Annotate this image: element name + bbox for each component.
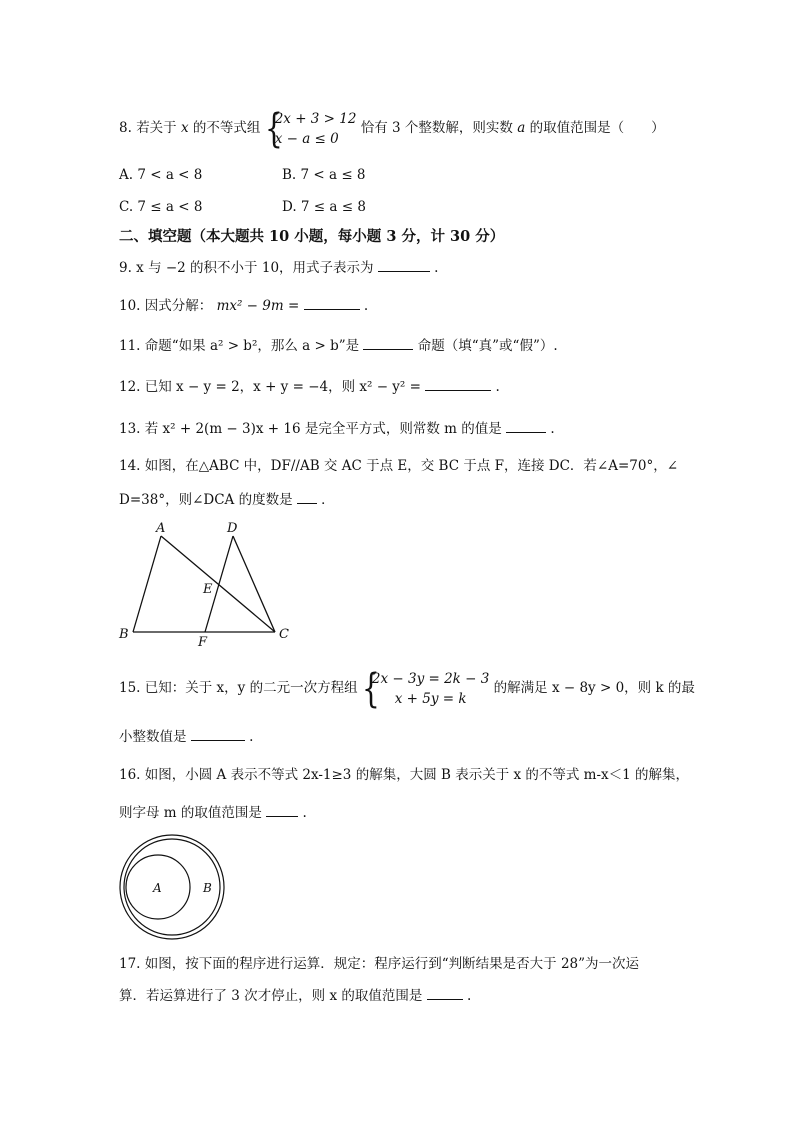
label-e: E bbox=[203, 582, 213, 597]
q8-mid: 的不等式组 bbox=[192, 120, 261, 136]
q11-text1: 11. 命题“如果 a² > b²，那么 a > b”是 bbox=[119, 338, 360, 354]
q15-eq2: x + 5y = k bbox=[394, 690, 467, 707]
q8-option-c: C. 7 ≤ a < 8 bbox=[119, 199, 203, 215]
q13-end: . bbox=[550, 421, 555, 437]
q8-var2: a bbox=[517, 120, 526, 136]
q15-blank bbox=[191, 728, 245, 741]
label-c: C bbox=[279, 627, 289, 642]
q8-system: { 2x + 3 > 12 x − a ≤ 0 bbox=[264, 105, 357, 152]
q12-text: 12. 已知 x − y = 2，x + y = −4，则 x² − y² = bbox=[119, 379, 421, 395]
q8-pre: 若关于 bbox=[136, 120, 177, 136]
q17-end: . bbox=[466, 988, 472, 1004]
q8-option-d: D. 7 ≤ a ≤ 8 bbox=[282, 199, 366, 215]
q16-blank bbox=[266, 804, 298, 817]
q10 bbox=[119, 297, 368, 315]
q13-text: 13. 若 x² + 2(m − 3)x + 16 是完全平方式，则常数 m 的值是 bbox=[119, 421, 502, 437]
q9 bbox=[119, 259, 438, 277]
q13 bbox=[119, 420, 555, 438]
q8-post1: 恰有 3 个整数解，则实数 bbox=[360, 120, 513, 136]
circle-a-label: A bbox=[153, 881, 162, 895]
q12-blank bbox=[425, 378, 491, 391]
q14-end: ． bbox=[321, 492, 335, 508]
label-d: D bbox=[227, 521, 238, 536]
q10-blank bbox=[304, 297, 360, 310]
q14-line2 bbox=[119, 491, 335, 509]
q13-blank bbox=[506, 420, 546, 433]
q9-text: 9. x 与 −2 的积不小于 10，用式子表示为 bbox=[119, 260, 374, 276]
q16-circles-figure bbox=[117, 832, 227, 942]
q14-text: D=38°，则∠DCA 的度数是 bbox=[119, 492, 293, 508]
q11-blank bbox=[363, 337, 413, 350]
label-f: F bbox=[198, 635, 208, 648]
q15-line2 bbox=[119, 728, 253, 746]
q15-system: { 2x − 3y = 2k − 3 x + 5y = k bbox=[361, 665, 490, 712]
q14-line1: 14. 如图，在△ABC 中，DF//AB 交 AC 于点 E，交 BC 于点 F，连接 DC．若∠A=70°，∠ bbox=[119, 458, 679, 474]
q14-triangle-figure bbox=[115, 518, 315, 648]
q17-text: 算．若运算进行了 3 次才停止，则 x 的取值范围是 bbox=[119, 988, 423, 1004]
q15-line2-text: 小整数值是 bbox=[119, 729, 187, 745]
q8-post2: 的取值范围是（ ） bbox=[529, 120, 665, 136]
q17-line1: 17. 如图，按下面的程序进行运算．规定：程序运行到“判断结果是否大于 28”为一次运 bbox=[119, 956, 640, 972]
q17-blank bbox=[427, 987, 463, 1000]
label-a: A bbox=[156, 521, 166, 536]
q14-blank bbox=[297, 491, 317, 504]
label-b: B bbox=[119, 627, 129, 642]
q17-line2 bbox=[119, 987, 471, 1005]
q11 bbox=[119, 337, 558, 355]
q10-expr: mx² − 9m = bbox=[216, 298, 300, 314]
q8-option-a: A. 7 < a < 8 bbox=[119, 167, 203, 183]
q9-end: . bbox=[434, 260, 439, 276]
q16-text: 则字母 m 的取值范围是 bbox=[119, 805, 262, 821]
q15-pre: 15. 已知：关于 x，y 的二元一次方程组 bbox=[119, 680, 358, 696]
q12 bbox=[119, 378, 500, 396]
q16-end: . bbox=[302, 805, 307, 821]
q11-text2: 命题（填“真”或“假”）. bbox=[417, 338, 558, 354]
q8-option-b: B. 7 < a ≤ 8 bbox=[282, 167, 366, 183]
line-ac bbox=[161, 536, 275, 632]
q16-line2 bbox=[119, 804, 307, 822]
q16-line1: 16. 如图，小圆 A 表示不等式 2x-1≥3 的解集，大圆 B 表示关于 x 的不等式 m-x＜1 的解集， bbox=[119, 767, 690, 783]
q15-end: . bbox=[249, 729, 254, 745]
q12-end: . bbox=[495, 379, 500, 395]
q10-end: . bbox=[363, 298, 369, 314]
q8-eq2: x − a ≤ 0 bbox=[274, 130, 339, 147]
line-ab bbox=[133, 536, 161, 632]
q8 bbox=[119, 105, 665, 152]
q8-number: 8. bbox=[119, 120, 132, 136]
q10-text: 10. 因式分解： bbox=[119, 298, 213, 314]
q15 bbox=[119, 666, 695, 710]
q15-post: 的解满足 x − 8y > 0，则 k 的最 bbox=[493, 680, 695, 696]
q8-var: x bbox=[180, 120, 189, 136]
section-2-title: 二、填空题（本大题共 10 小题，每小题 3 分，计 30 分） bbox=[119, 228, 505, 245]
line-dc bbox=[233, 536, 275, 632]
q8-eq1: 2x + 3 > 12 bbox=[274, 110, 357, 127]
q15-eq1: 2x − 3y = 2k − 3 bbox=[371, 670, 490, 687]
circle-b-label: B bbox=[203, 881, 212, 895]
q9-blank bbox=[378, 259, 430, 272]
